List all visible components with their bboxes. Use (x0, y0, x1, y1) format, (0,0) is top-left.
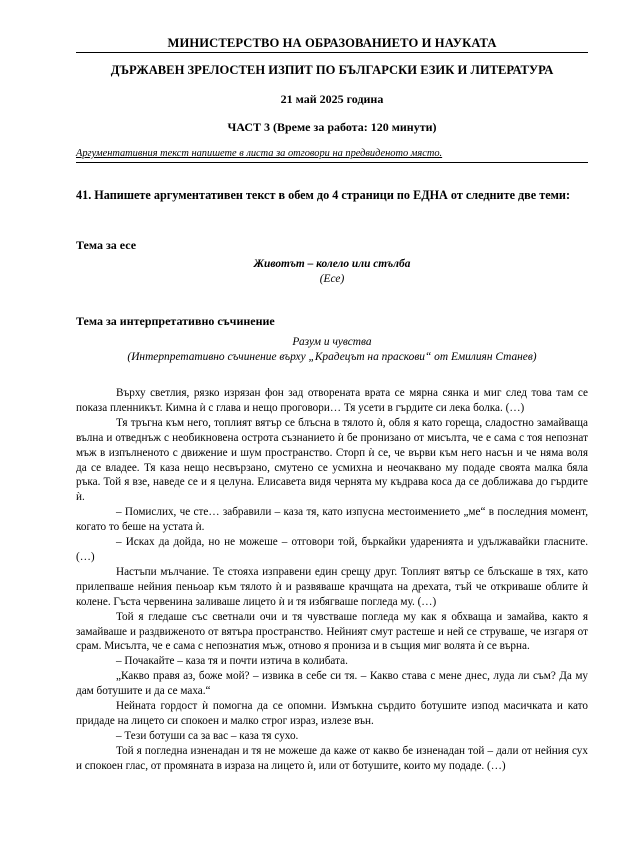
excerpt-paragraph: – Тези ботуши са за вас – каза тя сухо. (116, 729, 299, 742)
header-rule (76, 52, 588, 53)
interpretive-label: Тема за интерпретативно съчинение (76, 314, 275, 328)
instruction-note: Аргументативния текст напишете в листа за отговори на предвиденото място. (76, 148, 443, 159)
excerpt-paragraph: „Какво правя аз, боже мой? – извика в себе си тя. – Какво става с мене днес, луда ли съм? Да му дам ботушите и да се маха.“ (76, 670, 588, 698)
excerpt-paragraph: Той я гледаше със светнали очи и тя чувстваше погледа му как я обхваща и замайва, както я замайваше и раздвиженото от вятъра пространство. Нейният смут растеше и ней се струваше, че изгаря от срам. Мисълта, че е сама с непознатия мъж, отново я прониза и в същия миг волята ѝ се върна. (76, 610, 588, 653)
instruction-rule (76, 162, 588, 163)
exam-title: ДЪРЖАВЕН ЗРЕЛОСТЕН ИЗПИТ ПО БЪЛГАРСКИ ЕЗИК И ЛИТЕРАТУРА (110, 63, 554, 77)
excerpt-paragraph: Върху светлия, рязко изрязан фон зад отворената врата се мярна сянка и миг след това там се показа пленникът. Кимна ѝ с глава и нещо проговори… Тя усети в гърдите си лека болка. (…) (76, 387, 588, 414)
interpretive-title: Разум и чувства (292, 336, 372, 348)
excerpt-paragraph: – Помислих, че сте… забравили – каза тя, като изпусна местоимението „ме“ в последния момент, когато то беше на устата ѝ. (76, 506, 588, 534)
excerpt-paragraph: Нейната гордост ѝ помогна да се опомни. Измъкна сърдито ботушите изпод масичката и като придаде на лицето си спокоен и малко строг израз, излезе вън. (76, 700, 588, 727)
excerpt-paragraph: Тя тръгна към него, топлият вятър се блъсна в тялото ѝ, обля я като гореща, сладостно замайваща вълна и отведнъж с необикновена острота съзнанието ѝ бе пронизано от мисълта, че е сама с тоя непознат мъж в изпълненото с движение и шум пространство. Сторп ѝ се, че върви към него насън и че няма воля да се владее. Тя каза нещо несвързано, смутено се усмихна и неочаквано му подаде своята малка бяла ръка. Той я взе, наведе се и я целуна. Елисавета видя чернята му къдрава коса да се доближава до гърдите ѝ. (76, 416, 588, 504)
excerpt-paragraph: Настъпи мълчание. Те стояха изправени един срещу друг. Топлият вятър се блъскаше в тях, като прилепваше нейния пеньоар към тялото ѝ и развяваше крачщата на дрехата, тъй че откриваше облите ѝ колене. Гъста червенина заливаше лицето ѝ и тя избягваше погледа му. (…) (76, 565, 588, 608)
exam-date: 21 май 2025 година (280, 92, 384, 106)
excerpt-paragraph: Той я погледна изненадан и тя не можеше да каже от какво бе изненадан той – дали от нейния сух и спокоен глас, от промяната в израза на лицето ѝ, или от ботушите, които му подаде. (…) (76, 744, 588, 772)
ministry-heading: МИНИСТЕРСТВО НА ОБРАЗОВАНИЕТО И НАУКАТА (167, 36, 497, 50)
task-41: 41. Напишете аргументативен текст в обем до 4 страници по ЕДНА от следните две теми: (76, 188, 571, 202)
essay-label: Тема за есе (76, 238, 137, 252)
essay-subtitle: (Есе) (319, 273, 345, 285)
essay-title: Животът – колело или стълба (253, 258, 411, 270)
interpretive-subtitle: (Интерпретативно съчинение върху „Крадецът на праскови“ от Емилиян Станев) (127, 351, 537, 363)
literary-excerpt (76, 386, 588, 774)
excerpt-paragraph: – Почакайте – каза тя и почти изтича в колибата. (116, 655, 348, 668)
exam-part: ЧАСТ 3 (Време за работа: 120 минути) (227, 120, 437, 134)
excerpt-paragraph: – Исках да дойда, но не можеше – отговори той, бъркайки ударенията и удължавайки гласните. (…) (76, 536, 588, 563)
